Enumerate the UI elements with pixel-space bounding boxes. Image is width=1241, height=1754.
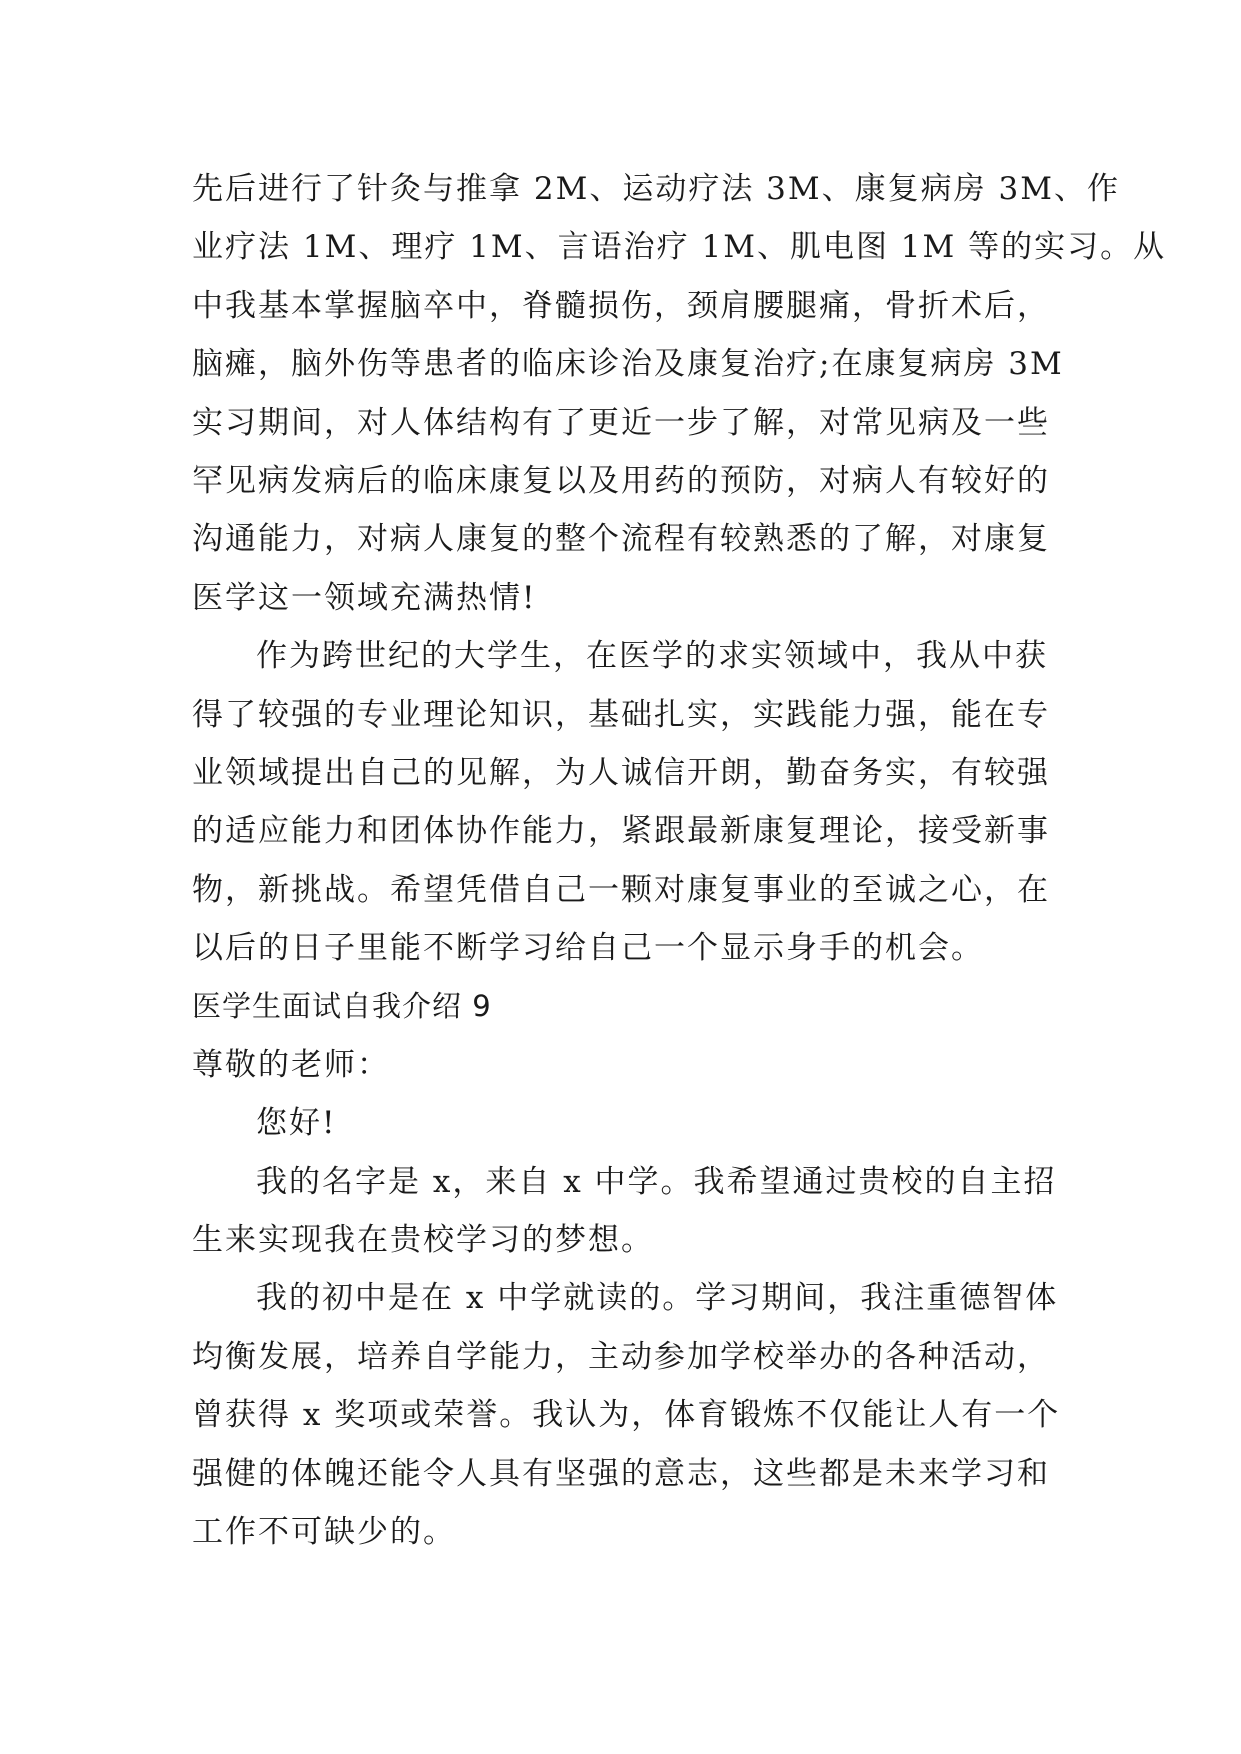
text-line: 强健的体魄还能令人具有坚强的意志，这些都是未来学习和 [192, 1455, 1050, 1492]
document-body [192, 160, 1167, 1561]
text-line: 实习期间，对人体结构有了更近一步了解，对常见病及一些 [192, 404, 1050, 441]
section-title: 医学生面试自我介绍 9 [192, 989, 492, 1024]
text-line: 生来实现我在贵校学习的梦想。 [192, 1222, 654, 1259]
text-line: 医学这一领域充满热情! [192, 579, 537, 616]
text-line: 业领域提出自己的见解，为人诚信开朗，勤奋务实，有较强 [192, 754, 1050, 791]
paragraph-introduction [192, 1153, 1062, 1270]
text-line: 业疗法 1M、理疗 1M、言语治疗 1M、肌电图 1M 等的实习。从 [192, 229, 1167, 266]
paragraph-internship [192, 160, 1167, 627]
text-line: 以后的日子里能不断学习给自己一个显示身手的机会。 [192, 930, 984, 967]
text-line: 的适应能力和团体协作能力，紧跟最新康复理论，接受新事 [192, 813, 1050, 850]
text-line: 沟通能力，对病人康复的整个流程有较熟悉的了解，对康复 [192, 521, 1050, 558]
text-line: 罕见病发病后的临床康复以及用药的预防，对病人有较好的 [192, 462, 1050, 499]
text-line: 均衡发展，培养自学能力，主动参加学校举办的各种活动， [192, 1338, 1050, 1375]
text-line: 曾获得 x 奖项或荣誉。我认为，体育锻炼不仅能让人有一个 [192, 1397, 1061, 1434]
text-line: 我的名字是 x，来自 x 中学。我希望通过贵校的自主招 [256, 1163, 1057, 1200]
text-line: 物，新挑战。希望凭借自己一颗对康复事业的至诚之心，在 [192, 871, 1050, 908]
salutation: 尊敬的老师： [192, 1046, 390, 1083]
text-line: 我的初中是在 x 中学就读的。学习期间，我注重德智体 [256, 1280, 1059, 1317]
paragraph-middle-school [192, 1269, 1062, 1561]
text-line: 得了较强的专业理论知识，基础扎实，实践能力强，能在专 [192, 696, 1050, 733]
text-line: 中我基本掌握脑卒中，脊髓损伤，颈肩腰腿痛，骨折术后， [192, 287, 1050, 324]
text-line: 作为跨世纪的大学生，在医学的求实领域中，我从中获 [256, 638, 1048, 675]
text-line: 脑瘫，脑外伤等患者的临床诊治及康复治疗;在康复病房 3M [192, 346, 1064, 383]
greeting: 您好! [256, 1105, 337, 1142]
text-line: 工作不可缺少的。 [192, 1513, 456, 1550]
paragraph-summary [192, 627, 1062, 977]
text-line: 先后进行了针灸与推拿 2M、运动疗法 3M、康复病房 3M、作 [192, 171, 1120, 207]
